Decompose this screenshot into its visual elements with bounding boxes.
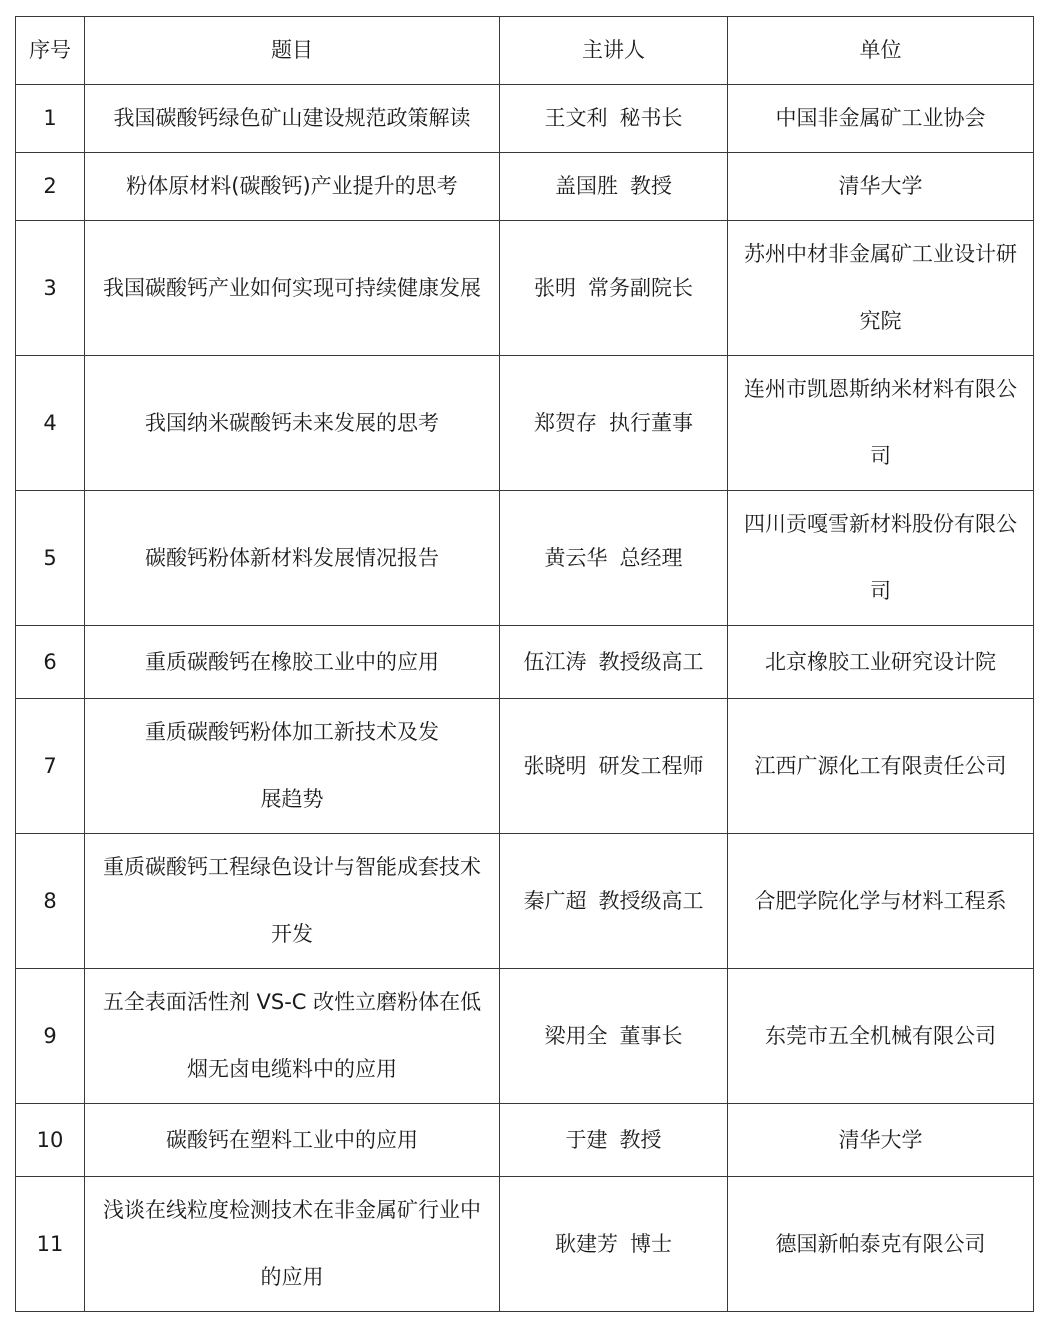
speaker-title: 执行董事: [609, 410, 693, 435]
header-topic: 题目: [85, 17, 500, 85]
cell-speaker: [500, 491, 728, 626]
cell-speaker: [500, 221, 728, 356]
table-row: [16, 356, 1034, 491]
header-speaker: 主讲人: [500, 17, 728, 85]
cell-org: 东莞市五全机械有限公司: [728, 969, 1034, 1104]
cell-topic: 重质碳酸钙粉体加工新技术及发展趋势: [85, 699, 500, 834]
cell-speaker: [500, 356, 728, 491]
cell-org: 连州市凯恩斯纳米材料有限公司: [728, 356, 1034, 491]
cell-topic: 五全表面活性剂 VS-C 改性立磨粉体在低烟无卤电缆料中的应用: [85, 969, 500, 1104]
cell-speaker: [500, 834, 728, 969]
cell-speaker: [500, 969, 728, 1104]
speaker-name: 郑贺存: [534, 410, 597, 435]
cell-org: 北京橡胶工业研究设计院: [728, 626, 1034, 699]
speaker-name: 张明: [534, 275, 576, 300]
cell-topic: 我国纳米碳酸钙未来发展的思考: [85, 356, 500, 491]
table-row: [16, 1104, 1034, 1177]
cell-no: 7: [16, 699, 85, 834]
speaker-title: 教授: [630, 174, 672, 198]
speaker-name: 耿建芳: [555, 1231, 618, 1256]
speaker-name: 于建: [565, 1127, 608, 1152]
speaker-name: 梁用全: [544, 1023, 608, 1048]
cell-topic: 重质碳酸钙工程绿色设计与智能成套技术开发: [85, 834, 500, 969]
speaker-title: 常务副院长: [588, 275, 693, 300]
table-row: [16, 969, 1034, 1104]
cell-topic: 碳酸钙在塑料工业中的应用: [85, 1104, 500, 1177]
cell-speaker: [500, 153, 728, 221]
cell-speaker: [500, 699, 728, 834]
table-row: [16, 834, 1034, 969]
speaker-title: 研发工程师: [598, 753, 704, 778]
cell-org: 江西广源化工有限责任公司: [728, 699, 1034, 834]
cell-org: 清华大学: [728, 1104, 1034, 1177]
cell-no: 10: [16, 1104, 85, 1177]
cell-no: 3: [16, 221, 85, 356]
table-row: [16, 491, 1034, 626]
speaker-name: 黄云华: [544, 545, 608, 570]
speaker-name: 伍江涛: [523, 649, 587, 674]
cell-speaker: [500, 85, 728, 153]
table-row: [16, 85, 1034, 153]
cell-no: 5: [16, 491, 85, 626]
cell-topic: 粉体原材料(碳酸钙)产业提升的思考: [85, 153, 500, 221]
table-row: [16, 699, 1034, 834]
speaker-name: 秦广超: [523, 888, 587, 913]
cell-org: 德国新帕泰克有限公司: [728, 1177, 1034, 1312]
table-header-row: [16, 17, 1034, 85]
speaker-title: 教授级高工: [598, 888, 704, 913]
table-row: [16, 153, 1034, 221]
cell-no: 9: [16, 969, 85, 1104]
lecture-schedule-table: [15, 16, 1034, 1312]
cell-org: 清华大学: [728, 153, 1034, 221]
speaker-title: 董事长: [619, 1023, 683, 1048]
header-org: 单位: [728, 17, 1034, 85]
speaker-title: 博士: [630, 1231, 672, 1256]
cell-topic: 碳酸钙粉体新材料发展情况报告: [85, 491, 500, 626]
cell-no: 8: [16, 834, 85, 969]
speaker-title: 秘书长: [619, 106, 683, 130]
speaker-title: 教授: [619, 1127, 662, 1152]
cell-topic: 我国碳酸钙产业如何实现可持续健康发展: [85, 221, 500, 356]
cell-speaker: [500, 1177, 728, 1312]
cell-no: 11: [16, 1177, 85, 1312]
cell-speaker: [500, 1104, 728, 1177]
cell-no: 1: [16, 85, 85, 153]
cell-no: 2: [16, 153, 85, 221]
cell-org: 中国非金属矿工业协会: [728, 85, 1034, 153]
cell-topic: 浅谈在线粒度检测技术在非金属矿行业中的应用: [85, 1177, 500, 1312]
cell-org: 苏州中材非金属矿工业设计研究院: [728, 221, 1034, 356]
speaker-title: 总经理: [619, 545, 683, 570]
speaker-name: 盖国胜: [555, 174, 618, 198]
cell-no: 4: [16, 356, 85, 491]
speaker-name: 张晓明: [523, 753, 587, 778]
speaker-name: 王文利: [544, 106, 608, 130]
speaker-title: 教授级高工: [598, 649, 704, 674]
table-row: [16, 626, 1034, 699]
cell-org: 合肥学院化学与材料工程系: [728, 834, 1034, 969]
table-row: [16, 1177, 1034, 1312]
cell-topic: 重质碳酸钙在橡胶工业中的应用: [85, 626, 500, 699]
cell-topic: 我国碳酸钙绿色矿山建设规范政策解读: [85, 85, 500, 153]
cell-no: 6: [16, 626, 85, 699]
cell-org: 四川贡嘎雪新材料股份有限公司: [728, 491, 1034, 626]
header-no: 序号: [16, 17, 85, 85]
cell-speaker: [500, 626, 728, 699]
table-row: [16, 221, 1034, 356]
